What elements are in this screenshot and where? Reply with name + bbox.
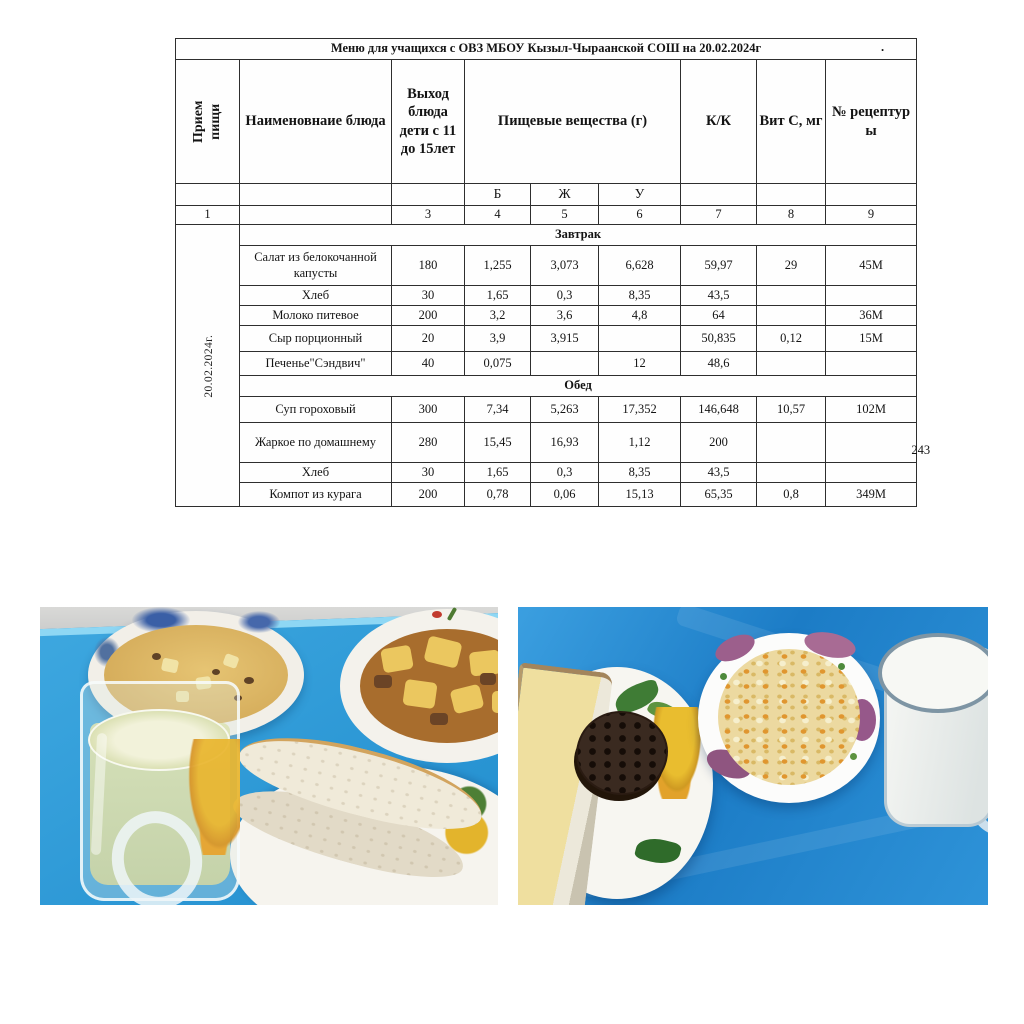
u-cell: 8,35 — [599, 463, 681, 483]
b-cell: 1,65 — [465, 286, 531, 306]
b-cell: 1,255 — [465, 246, 531, 286]
bowl-floral-pattern — [850, 753, 857, 760]
col-num: 7 — [681, 206, 757, 225]
subheader-u: У — [599, 184, 681, 206]
out-cell: 300 — [392, 397, 465, 423]
title-row — [176, 39, 917, 60]
empty-cell — [240, 184, 392, 206]
col-header-kcal: К/К — [681, 60, 757, 184]
milk-glass — [878, 637, 988, 827]
meat-piece — [480, 673, 496, 685]
bowl-floral-pattern — [720, 673, 727, 680]
kk-cell: 50,835 — [681, 326, 757, 352]
dish-cell: Печенье"Сэндвич" — [240, 352, 392, 376]
kk-cell: 146,648 — [681, 397, 757, 423]
subheader-row — [176, 184, 917, 206]
u-cell: 4,8 — [599, 306, 681, 326]
col-header-dish: Наименовнаие блюда — [240, 60, 392, 184]
kk-cell: 65,35 — [681, 483, 757, 507]
section-title-breakfast: Завтрак — [240, 225, 917, 246]
col-num: 1 — [176, 206, 240, 225]
b-cell: 3,2 — [465, 306, 531, 326]
kk-cell: 43,5 — [681, 286, 757, 306]
u-cell: 12 — [599, 352, 681, 376]
photo-breakfast-tray — [518, 607, 988, 905]
rec-cell — [826, 423, 931, 463]
empty-cell — [681, 184, 757, 206]
potato-chunk — [380, 645, 414, 674]
rec-cell: 15М — [826, 326, 917, 352]
section-title-lunch: Обед — [240, 376, 917, 397]
potato-cube — [222, 653, 239, 669]
table-row — [176, 306, 917, 326]
out-cell: 30 — [392, 463, 465, 483]
out-cell: 30 — [392, 286, 465, 306]
u-cell: 15,13 — [599, 483, 681, 507]
food-bit — [244, 677, 254, 684]
table-row — [176, 463, 917, 483]
u-cell: 8,35 — [599, 286, 681, 306]
col-num: 3 — [392, 206, 465, 225]
title-dot: . — [880, 40, 885, 54]
date-label: 20.02.2024г. — [203, 334, 216, 398]
col-header-recipe: № рецептуры — [826, 60, 917, 184]
dish-cell: Сыр порционный — [240, 326, 392, 352]
garnish — [432, 611, 442, 618]
milk-surface — [878, 633, 988, 713]
col-header-nutrients: Пищевые вещества (г) — [465, 60, 681, 184]
table-row — [176, 483, 917, 507]
title-text: Меню для учащихся с ОВЗ МБОУ Кызыл-Чыраанской СОШ на 20.02.2024г — [330, 41, 762, 56]
dish-cell: Молоко питевое — [240, 306, 392, 326]
kk-cell: 43,5 — [681, 463, 757, 483]
potato-stew — [360, 629, 498, 743]
b-cell: 1,65 — [465, 463, 531, 483]
rec-cell: 349М — [826, 483, 917, 507]
vitc-cell — [757, 463, 826, 483]
u-cell: 6,628 — [599, 246, 681, 286]
meat-piece — [374, 675, 392, 688]
zh-cell: 3,915 — [531, 326, 599, 352]
section-row-lunch — [176, 376, 917, 397]
u-cell: 1,12 — [599, 423, 681, 463]
kk-cell: 48,6 — [681, 352, 757, 376]
carrot-cabbage-salad — [718, 649, 860, 785]
b-cell: 0,075 — [465, 352, 531, 376]
kk-cell: 64 — [681, 306, 757, 326]
vitc-cell: 10,57 — [757, 397, 826, 423]
menu-document — [175, 38, 931, 507]
table-row — [176, 286, 917, 306]
salad-bowl — [698, 633, 880, 803]
out-cell: 200 — [392, 306, 465, 326]
table-row — [176, 326, 917, 352]
potato-chunk — [450, 684, 485, 715]
potato-chunk — [402, 679, 437, 709]
subheader-b: Б — [465, 184, 531, 206]
menu-table — [175, 38, 931, 507]
rec-cell — [826, 286, 917, 306]
empty-cell — [392, 184, 465, 206]
rec-cell — [826, 463, 917, 483]
vitc-cell: 0,8 — [757, 483, 826, 507]
bowl-flower-pattern — [238, 611, 280, 633]
compote-glass — [80, 681, 240, 901]
rec-cell: 102М — [826, 397, 917, 423]
kk-cell: 59,97 — [681, 246, 757, 286]
table-row — [176, 423, 917, 463]
zh-cell: 16,93 — [531, 423, 599, 463]
dish-cell: Компот из курага — [240, 483, 392, 507]
zh-cell: 3,6 — [531, 306, 599, 326]
potato-chunk — [423, 635, 462, 668]
vitc-cell — [757, 286, 826, 306]
photo-lunch-tray — [40, 607, 498, 905]
b-cell: 7,34 — [465, 397, 531, 423]
document-title — [176, 39, 917, 60]
b-cell: 0,78 — [465, 483, 531, 507]
dish-cell: Салат из белокочанной капусты — [240, 246, 392, 286]
col-num: 5 — [531, 206, 599, 225]
zh-cell — [531, 352, 599, 376]
col-header-vitc: Вит С, мг — [757, 60, 826, 184]
col-num: 9 — [826, 206, 917, 225]
b-cell: 15,45 — [465, 423, 531, 463]
dish-cell: Хлеб — [240, 463, 392, 483]
rec-cell — [826, 352, 917, 376]
b-cell: 3,9 — [465, 326, 531, 352]
vitc-cell — [757, 352, 826, 376]
out-cell: 280 — [392, 423, 465, 463]
potato-cube — [161, 657, 179, 673]
zh-cell: 5,263 — [531, 397, 599, 423]
header-row — [176, 60, 917, 184]
table-row — [176, 352, 917, 376]
col-num: 8 — [757, 206, 826, 225]
u-cell: 17,352 — [599, 397, 681, 423]
kk-cell: 200 — [681, 423, 757, 463]
out-cell: 40 — [392, 352, 465, 376]
out-cell: 20 — [392, 326, 465, 352]
u-cell — [599, 326, 681, 352]
vitc-cell: 29 — [757, 246, 826, 286]
col-num: 6 — [599, 206, 681, 225]
dish-cell: Жаркое по домашнему — [240, 423, 392, 463]
rec-overflow-value: 243 — [911, 443, 931, 458]
vitc-cell — [757, 306, 826, 326]
food-bit — [212, 669, 220, 675]
dish-cell: Суп гороховый — [240, 397, 392, 423]
zh-cell: 0,06 — [531, 483, 599, 507]
out-cell: 200 — [392, 483, 465, 507]
date-cell — [176, 225, 240, 507]
empty-cell — [757, 184, 826, 206]
table-row — [176, 246, 917, 286]
zh-cell: 3,073 — [531, 246, 599, 286]
col-header-output: Выход блюда дети с 11 до 15лет — [392, 60, 465, 184]
food-bit — [152, 653, 161, 660]
col-header-meal: Прием пищи — [176, 60, 240, 184]
rec-cell: 36М — [826, 306, 917, 326]
empty-cell — [176, 184, 240, 206]
empty-cell — [826, 184, 917, 206]
zh-cell: 0,3 — [531, 286, 599, 306]
col-num — [240, 206, 392, 225]
rec-cell: 45М — [826, 246, 917, 286]
vitc-cell — [757, 423, 826, 463]
potato-chunk — [492, 691, 498, 713]
subheader-zh: Ж — [531, 184, 599, 206]
section-row-breakfast — [176, 225, 917, 246]
vitc-cell: 0,12 — [757, 326, 826, 352]
zh-cell: 0,3 — [531, 463, 599, 483]
col-num: 4 — [465, 206, 531, 225]
meat-piece — [430, 713, 448, 725]
out-cell: 180 — [392, 246, 465, 286]
table-row — [176, 397, 917, 423]
dish-cell: Хлеб — [240, 286, 392, 306]
column-numbers-row — [176, 206, 917, 225]
garnish — [447, 607, 457, 621]
sandwich-cookie — [576, 711, 668, 795]
